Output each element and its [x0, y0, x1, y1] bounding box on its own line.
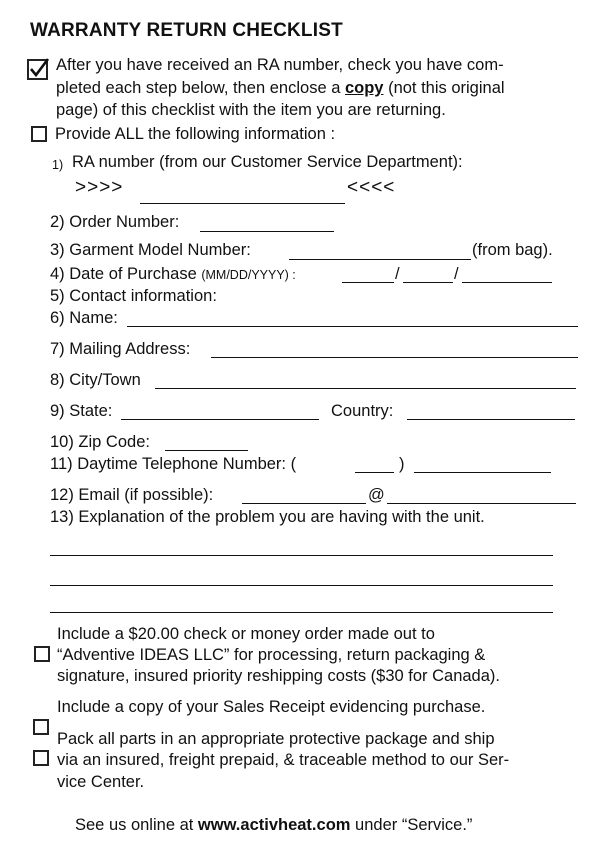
intro-line-2: pleted each step below, then enclose a copy (not this original — [56, 79, 505, 97]
phone-paren-close: ) — [399, 455, 405, 473]
intro-line-3: page) of this checklist with the item you are returning. — [56, 101, 446, 119]
date-year-line[interactable] — [462, 282, 552, 283]
email-domain-line[interactable] — [387, 503, 576, 504]
date-slash-2: / — [454, 265, 459, 283]
provide-label: Provide ALL the following information : — [55, 125, 336, 143]
copy-emphasis: copy — [344, 79, 384, 97]
date-format: (MM/DD/YYYY) : — [201, 268, 296, 282]
explanation-line-3[interactable] — [50, 612, 553, 613]
field-model-label: 3) Garment Model Number: — [50, 241, 251, 259]
page-title: WARRANTY RETURN CHECKLIST — [30, 20, 343, 41]
order-number-line[interactable] — [200, 231, 334, 232]
field-ra-label: RA number (from our Customer Service Department): — [72, 153, 463, 171]
pack-line-2: via an insured, freight prepaid, & traceable method to our Ser- — [57, 751, 510, 769]
city-line[interactable] — [155, 388, 576, 389]
date-slash-1: / — [395, 265, 400, 283]
model-number-line[interactable] — [289, 259, 471, 260]
pack-checkbox[interactable] — [33, 750, 49, 766]
address-line[interactable] — [211, 357, 578, 358]
field-phone-label: 11) Daytime Telephone Number: ( — [50, 455, 297, 473]
date-day-line[interactable] — [403, 282, 453, 283]
ra-arrows-left: >>>> — [75, 177, 124, 198]
website-link[interactable]: www.activheat.com — [197, 816, 351, 834]
intro-line-1: After you have received an RA number, check you have com- — [56, 56, 504, 74]
field-name-label: 6) Name: — [50, 309, 118, 327]
email-at-sign: @ — [368, 486, 385, 504]
checkmark-icon — [28, 57, 52, 79]
field-contact-label: 5) Contact information: — [50, 287, 217, 305]
state-line[interactable] — [121, 419, 319, 420]
field-explanation-label: 13) Explanation of the problem you are having with the unit. — [50, 508, 485, 526]
explanation-line-1[interactable] — [50, 555, 553, 556]
field-email-label: 12) Email (if possible): — [50, 486, 214, 504]
provide-checkbox[interactable] — [31, 126, 47, 142]
field-1-number: 1) — [52, 158, 64, 172]
check-money-line-2: “Adventive IDEAS LLC” for processing, return packaging & — [57, 646, 486, 664]
field-order-label: 2) Order Number: — [50, 213, 180, 231]
date-month-line[interactable] — [342, 282, 394, 283]
receipt-label: Include a copy of your Sales Receipt evidencing purchase. — [57, 698, 486, 716]
field-zip-label: 10) Zip Code: — [50, 433, 150, 451]
email-user-line[interactable] — [242, 503, 366, 504]
receipt-checkbox[interactable] — [33, 719, 49, 735]
check-money-line-1: Include a $20.00 check or money order made out to — [57, 625, 435, 643]
check-money-checkbox[interactable] — [34, 646, 50, 662]
field-city-label: 8) City/Town — [50, 371, 141, 389]
intro-checkbox[interactable] — [27, 59, 48, 80]
explanation-line-2[interactable] — [50, 585, 553, 586]
ra-number-line[interactable] — [140, 203, 345, 204]
field-date-label: 4) Date of Purchase (MM/DD/YYYY) : — [50, 265, 296, 283]
country-line[interactable] — [407, 419, 575, 420]
footer-text: See us online at www.activheat.com under “Service.” — [75, 816, 473, 834]
phone-number-line[interactable] — [414, 472, 551, 473]
field-country-label: Country: — [331, 402, 394, 420]
field-model-suffix: (from bag). — [472, 241, 553, 259]
field-state-label: 9) State: — [50, 402, 113, 420]
phone-area-line[interactable] — [355, 472, 394, 473]
name-line[interactable] — [127, 326, 578, 327]
check-money-line-3: signature, insured priority reshipping costs ($30 for Canada). — [57, 667, 500, 685]
ra-arrows-right: <<<< — [347, 177, 396, 198]
pack-line-3: vice Center. — [57, 773, 145, 791]
field-address-label: 7) Mailing Address: — [50, 340, 191, 358]
pack-line-1: Pack all parts in an appropriate protective package and ship — [57, 730, 495, 748]
zip-line[interactable] — [165, 450, 248, 451]
